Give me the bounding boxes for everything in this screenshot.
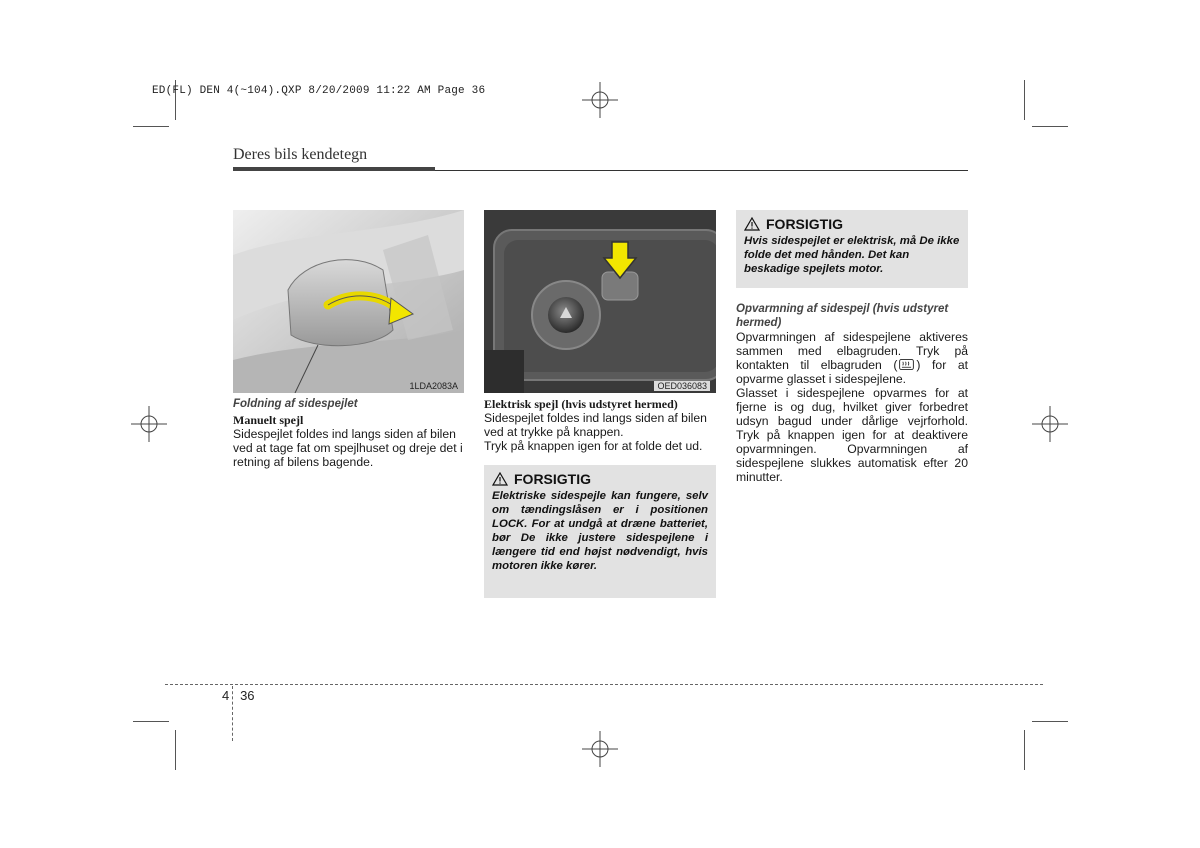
page-number xyxy=(222,688,255,703)
caution-heading xyxy=(744,216,960,232)
mirror-fold-figure xyxy=(233,210,464,393)
caution-text: Hvis sidespejlet er elektrisk, må De ikke folde det med hånden. Det kan beskadige spejlets motor. xyxy=(744,235,960,275)
mirror-switch-figure xyxy=(484,210,716,393)
print-slug: ED(FL) DEN 4(~104).QXP 8/20/2009 11:22 AM Page 36 xyxy=(152,85,486,97)
registration-mark-icon xyxy=(582,82,618,118)
crop-mark xyxy=(1024,80,1025,120)
warning-triangle-icon xyxy=(492,472,508,486)
caution-title: FORSIGTIG xyxy=(766,216,843,232)
warning-triangle-icon xyxy=(744,217,760,231)
page-in-chapter: 36 xyxy=(240,688,255,703)
column-2-text xyxy=(484,397,716,453)
crop-mark xyxy=(175,730,176,770)
body-paragraph: Tryk på knappen igen for at folde det ud. xyxy=(484,439,703,453)
caution-text: Elektriske sidespejle kan fungere, selv om tændingslåsen er i positionen LOCK. For at undgå at dræne batteriet, bør De ikke justere sidespejlene i længere tid end højst nødvendigt, hvis motoren ikke kører. xyxy=(492,490,708,572)
crop-mark xyxy=(1024,730,1025,770)
body-paragraph: Sidespejlet foldes ind langs siden af bilen ved at trykke på knappen. xyxy=(484,411,707,439)
registration-mark-icon xyxy=(131,406,167,442)
section-title: Deres bils kendetegn xyxy=(233,146,368,163)
figure-code: OED036083 xyxy=(654,381,710,391)
footer-rule xyxy=(165,684,1043,685)
mirror-switch-illustration xyxy=(484,210,716,393)
title-rule-accent xyxy=(233,167,435,171)
caution-title: FORSIGTIG xyxy=(514,471,591,487)
figure-code: 1LDA2083A xyxy=(409,381,458,391)
sub-heading: Manuelt spejl xyxy=(233,413,304,427)
registration-mark-icon xyxy=(582,731,618,767)
rear-defroster-icon xyxy=(899,359,914,370)
body-paragraph: Sidespejlet foldes ind langs siden af bilen ved at tage fat om spejlhuset og dreje det i retning af bilens bagende. xyxy=(233,427,463,469)
column-1-text xyxy=(233,397,464,469)
crop-mark xyxy=(133,721,169,722)
crop-mark xyxy=(133,126,169,127)
section-heading: Opvarmning af sidespejl (hvis udstyret hermed) xyxy=(736,303,949,329)
body-text: ) for at opvarme glasset i sidespejlene. xyxy=(736,358,968,386)
crop-mark xyxy=(1032,126,1068,127)
registration-mark-icon xyxy=(1032,406,1068,442)
chapter-number: 4 xyxy=(222,688,230,703)
side-mirror-illustration xyxy=(233,210,464,393)
crop-mark xyxy=(1032,721,1068,722)
caution-box xyxy=(736,210,968,288)
column-3-text xyxy=(736,302,968,484)
body-paragraph: Glasset i sidespejlene opvarmes for at fjerne is og dug, hvilket giver forbedret udsyn bagud under dårlige vejrforhold. Tryk på knappen igen for at deaktivere opvarmningen. Opvarmningen af sidespejlene slukkes automatisk efter 20 minutter. xyxy=(736,386,968,484)
caution-heading xyxy=(492,471,708,487)
section-heading: Foldning af sidespejlet xyxy=(233,398,358,410)
sub-heading: Elektrisk spejl (hvis udstyret hermed) xyxy=(484,397,678,411)
caution-box xyxy=(484,465,716,598)
body-text: Opvarmningen af sidespejlene aktiveres sammen med elbagruden. Tryk på kontakten til elbagruden ( xyxy=(736,330,968,372)
body-paragraph xyxy=(736,330,968,386)
